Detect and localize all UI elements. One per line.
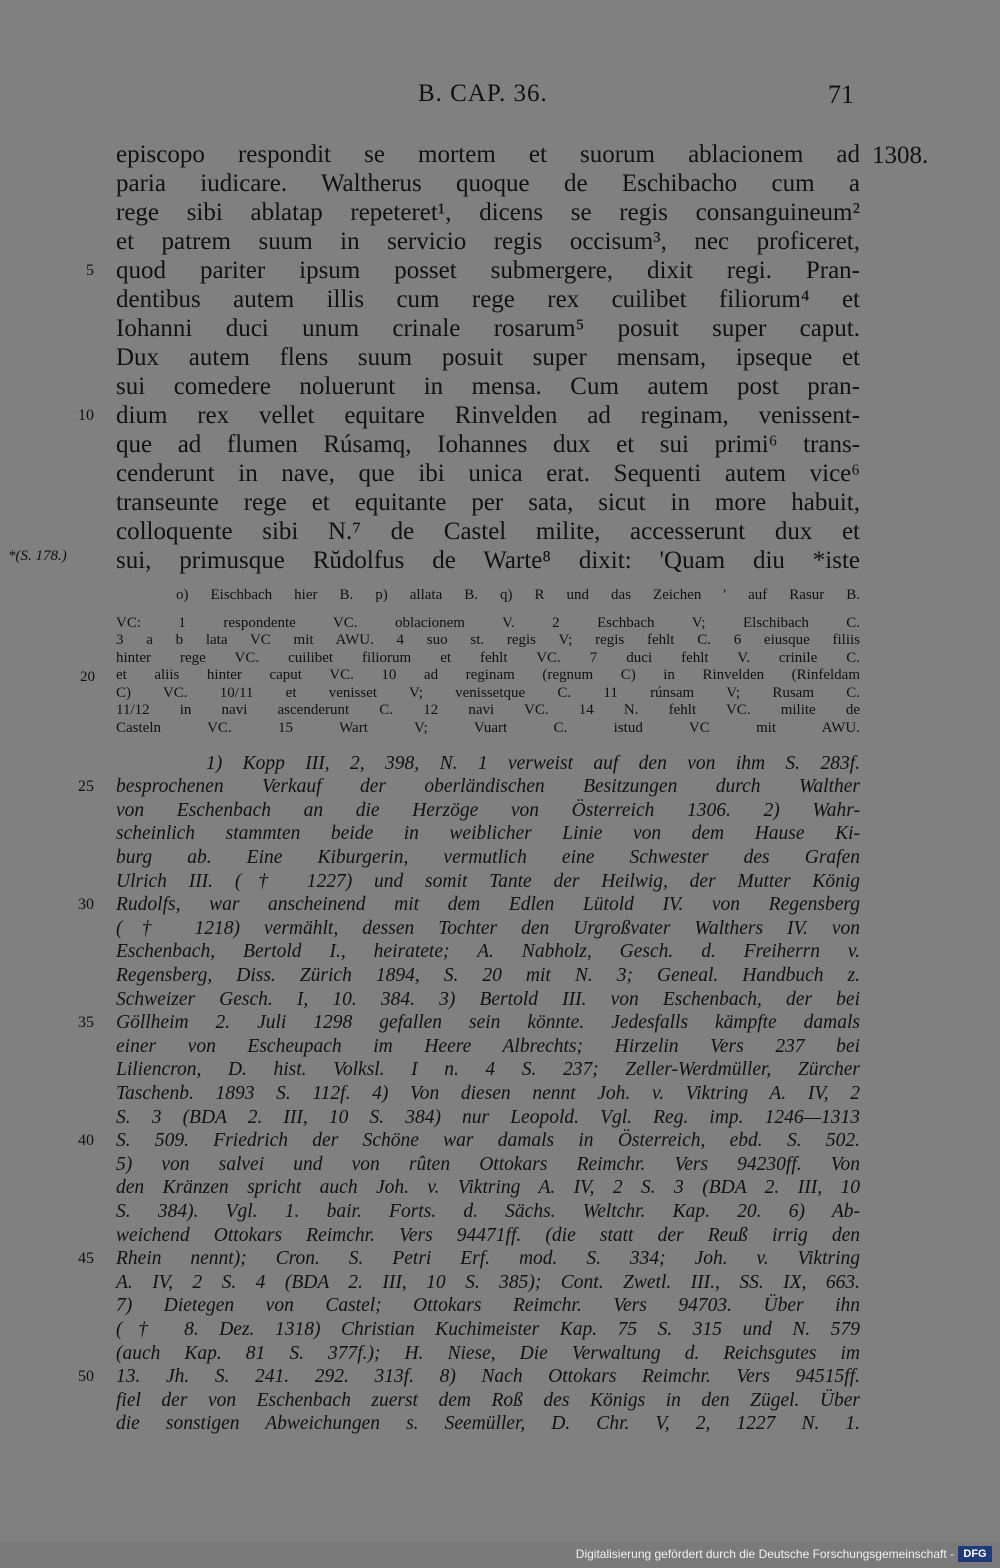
footnote-line: burg ab. Eine Kiburgerin, vermutlich eine Schwester des Grafen (116, 847, 860, 868)
text-line: sui comedere noluerunt in mensa. Cum autem post pran- (116, 373, 860, 400)
footnote-line: scheinlich stammten beide in weiblicher Linie von dem Hause Ki- (116, 823, 860, 844)
line-number: 45 (78, 1250, 94, 1267)
line-number: 35 (78, 1014, 94, 1031)
text-line: Dux autem flens suum posuit super mensam, ipseque et (116, 344, 860, 371)
text-line: episcopo respondit se mortem et suorum ablacionem ad (116, 141, 860, 168)
apparatus-line: 3 a b lata VC mit AWU. 4 suo st. regis V; regis fehlt C. 6 eiusque filiis (116, 632, 860, 648)
margin-year: 1308. (872, 142, 929, 169)
text-line: et patrem suum in servicio regis occisum³, nec proficeret, (116, 228, 860, 255)
text-line: quod pariter ipsum posset submergere, dixit regi. Pran- (116, 257, 860, 284)
text-line: sui, primusque Rŭdolfus de Warte⁸ dixit: 'Quam diu *iste (116, 547, 860, 574)
footnote-line: 7) Dietegen von Castel; Ottokars Reimchr. Vers 94703. Über ihn (116, 1295, 860, 1316)
apparatus-line: VC: 1 respondente VC. oblacionem V. 2 Eschbach V; Elschibach C. (116, 615, 860, 631)
apparatus-line: C) VC. 10/11 et venisset V; venissetque C. 11 rúnsam V; Rusam C. (116, 685, 860, 701)
line-number: 5 (86, 262, 94, 279)
footnote-line: den Kränzen spricht auch Joh. v. Viktring A. IV, 2 S. 3 (BDA 2. III, 10 (116, 1177, 860, 1198)
page-number: 71 (828, 80, 854, 109)
text-line: dium rex vellet equitare Rinvelden ad reginam, venissent- (116, 402, 860, 429)
footnote-line: Rhein nennt); Cron. S. Petri Erf. mod. S. 334; Joh. v. Viktring (116, 1248, 860, 1269)
line-number: 20 (80, 669, 95, 685)
apparatus-line: Casteln VC. 15 Wart V; Vuart C. istud VC mit AWU. (116, 720, 860, 736)
running-header (0, 80, 1000, 114)
apparatus-line: hinter rege VC. cuilibet filiorum et fehlt VC. 7 duci fehlt V. crinile C. (116, 650, 860, 666)
text-line: que ad flumen Rúsamq, Iohannes dux et sui primi⁶ trans- (116, 431, 860, 458)
apparatus-line: et aliis hinter caput VC. 10 ad reginam (regnum C) in Rinvelden (Rinfeldam (116, 667, 860, 683)
dfg-logo: DFG (958, 1546, 992, 1562)
footnote-line: einer von Escheupach im Heere Albrechts; Hirzelin Vers 237 bei (116, 1036, 860, 1057)
text-line: rege sibi ablatap repeteret¹, dicens se regis consanguineum² (116, 199, 860, 226)
footnote-line: Rudolfs, war anscheinend mit dem Edlen Lütold IV. von Regensberg (116, 894, 860, 915)
text-line: paria iudicare. Waltherus quoque de Eschibacho cum a (116, 170, 860, 197)
text-line: dentibus autem illis cum rege rex cuilibet filiorum⁴ et (116, 286, 860, 313)
footnote-line: A. IV, 2 S. 4 (BDA 2. III, 10 S. 385); Cont. Zwetl. III., SS. IX, 663. (116, 1272, 860, 1293)
footnote-line: 5) von salvei und von rûten Ottokars Reimchr. Vers 94230ff. Von (116, 1154, 860, 1175)
funding-footer (0, 1542, 1000, 1568)
footnote-line: S. 3 (BDA 2. III, 10 S. 384) nur Leopold. Vgl. Reg. imp. 1246—1313 (116, 1107, 860, 1128)
funding-notice: Digitalisierung gefördert durch die Deutsche Forschungsgemeinschaft - (575, 1547, 954, 1561)
footnote-line: S. 384). Vgl. 1. bair. Forts. d. Sächs. Weltchr. Kap. 20. 6) Ab- (116, 1201, 860, 1222)
footnote-line: Taschenb. 1893 S. 112f. 4) Von diesen nennt Joh. v. Viktring A. IV, 2 (116, 1083, 860, 1104)
textual-variant-notes: o) Eischbach hier B. p) allata B. q) R und das Zeichen ' auf Rasur B. (176, 587, 860, 603)
footnote-line: Eschenbach, Bertold I., heiratete; A. Nabholz, Gesch. d. Freiherrn v. (116, 941, 860, 962)
footnote-line: (auch Kap. 81 S. 377f.); H. Niese, Die Verwaltung d. Reichsgutes im (116, 1343, 860, 1364)
footnote-line: Göllheim 2. Juli 1298 gefallen sein könnte. Jedesfalls kämpfte damals (116, 1012, 860, 1033)
text-line: colloquente sibi N.⁷ de Castel milite, accesserunt dux et (116, 518, 860, 545)
footnote-line: Ulrich III. († 1227) und somit Tante der Heilwig, der Mutter König (116, 871, 860, 892)
chapter-heading: B. CAP. 36. (418, 80, 548, 107)
footnote-line: 13. Jh. S. 241. 292. 313f. 8) Nach Ottokars Reimchr. Vers 94515ff. (116, 1366, 860, 1387)
footnote-line: († 8. Dez. 1318) Christian Kuchimeister Kap. 75 S. 315 und N. 579 (116, 1319, 860, 1340)
line-number: 50 (78, 1368, 94, 1385)
footnote-line: weichend Ottokars Reimchr. Vers 94471ff. (die statt der Reuß irrig den (116, 1225, 860, 1246)
text-line: Iohanni duci unum crinale rosarum⁵ posuit super caput. (116, 315, 860, 342)
footnote-line: die sonstigen Abweichungen s. Seemüller, D. Chr. V, 2, 1227 N. 1. (116, 1413, 860, 1434)
footnote-line: besprochenen Verkauf der oberländischen Besitzungen durch Walther (116, 776, 860, 797)
text-line: cenderunt in nave, que ibi unica erat. Sequenti autem vice⁶ (116, 460, 860, 487)
footnote-line: 1) Kopp III, 2, 398, N. 1 verweist auf den von ihm S. 283f. (206, 753, 860, 774)
line-number: 30 (78, 896, 94, 913)
line-number: 25 (78, 778, 94, 795)
footnote-line: († 1218) vermählt, dessen Tochter den Urgroßvater Walthers IV. von (116, 918, 860, 939)
margin-page-reference: *(S. 178.) (8, 548, 67, 564)
footnote-line: von Eschenbach an die Herzöge von Österreich 1306. 2) Wahr- (116, 800, 860, 821)
footnote-line: S. 509. Friedrich der Schöne war damals in Österreich, ebd. S. 502. (116, 1130, 860, 1151)
apparatus-line: 11/12 in navi ascenderunt C. 12 navi VC. 14 N. fehlt VC. milite de (116, 702, 860, 718)
text-line: transeunte rege et equitante per sata, sicut in more habuit, (116, 489, 860, 516)
footnote-line: Schweizer Gesch. I, 10. 384. 3) Bertold III. von Eschenbach, der bei (116, 989, 860, 1010)
line-number: 10 (78, 407, 94, 424)
footnote-line: Regensberg, Diss. Zürich 1894, S. 20 mit N. 3; Geneal. Handbuch z. (116, 965, 860, 986)
footnote-line: Liliencron, D. hist. Volksl. I n. 4 S. 237; Zeller-Werdmüller, Zürcher (116, 1059, 860, 1080)
line-number: 40 (78, 1132, 94, 1149)
footnote-line: fiel der von Eschenbach zuerst dem Roß des Königs in den Zügel. Über (116, 1390, 860, 1411)
